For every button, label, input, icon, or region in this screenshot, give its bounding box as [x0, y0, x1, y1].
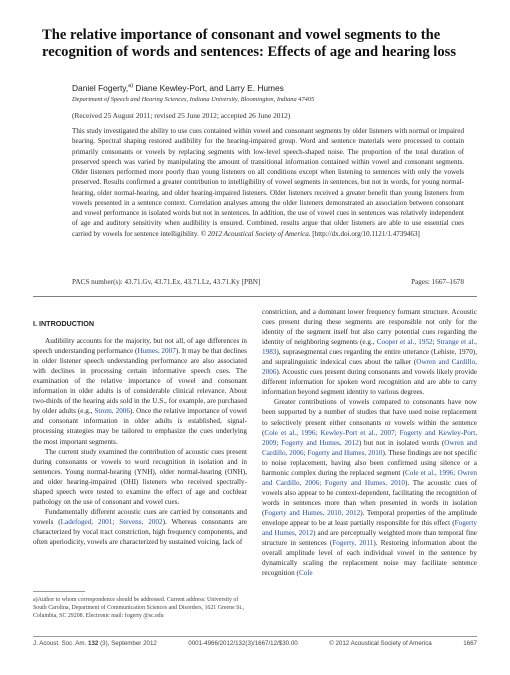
text-run: Fundamentally different acoustic cues are carried by consonants and vowels ( [33, 507, 247, 526]
text-run: ). Temporal properties of the amplitude envelope appear to be at least partially responsible for this effect ( [262, 508, 477, 527]
section-heading: I. INTRODUCTION [33, 319, 95, 328]
citation-link[interactable]: Fogerty and Humes, 2010, 2012 [264, 508, 361, 517]
pacs-numbers: PACS number(s): 43.71.Gv, 43.71.Ex, 43.71.Lz, 43.71.Ky [PBN] [72, 278, 261, 286]
author-list [72, 83, 284, 93]
page-number: 1667 [463, 640, 477, 647]
body-column-left [33, 319, 247, 547]
text-run: Audibility accounts for the majority, but not all, of age differences in speech understanding performance ( [33, 337, 247, 356]
text-run: ; [112, 517, 120, 526]
doi-link[interactable]: . [http://dx.doi.org/10.1121/1.4739463] [308, 229, 420, 238]
article-code: 0001-4966/2012/132(3)/1667/12/$30.00 [188, 640, 298, 647]
text-run: ). Acoustic cues present during consonants and vowels likely provide different information for spoken word recognition and are able to carry information beyond segment identity to various degrees. [262, 368, 477, 397]
text-run: ). These findings are not specific to noise replacement, having also been confirmed using silence or a harmonic complex during the replaced segment ( [262, 448, 477, 477]
citation-link[interactable]: Fogerty, 2011 [332, 539, 374, 548]
text-run: (3), September 2012 [98, 640, 157, 647]
header-divider [33, 296, 477, 297]
author-footnote-mark[interactable]: a) [128, 83, 134, 90]
citation-link[interactable]: Cole et al., 1996; Kewley-Port et al., 2007; Fogerty and Kewley-Port, 2009; Fogerty and Humes, 2012 [262, 428, 477, 447]
text-run: ). Restoring information about the overall amplitude level of each individual vowel in the sentence by dynamically scaling the replacement noise may facilitate sentence recognition ( [262, 539, 478, 578]
text-run: ) but not in isolated words ( [358, 438, 445, 447]
paragraph [33, 507, 247, 547]
paragraph [33, 336, 247, 447]
text-run: ), suprasegmental cues regarding the entire utterance (Lehiste, 1970), and supralinguistic indexical cues about the talker ( [262, 348, 477, 367]
paragraph [262, 397, 477, 578]
volume-number: 132 [88, 640, 99, 647]
body-column-right [262, 307, 477, 578]
citation-link[interactable]: Cole et al., 1996; Owren and Cardillo, 2006; Fogerty and Humes, 2010 [262, 468, 477, 487]
citation-link[interactable]: Strom, 2006 [94, 407, 130, 416]
citation-link[interactable]: Fogerty and Humes, 2012 [262, 518, 477, 538]
text-run: ; [432, 338, 437, 347]
text-run: constriction, and a dominant lower frequency formant structure. Acoustic cues present during these segments are responsible not only for the identity of the segment itself but also carry potential cues regarding the identity of neighboring segments (e.g., [262, 308, 477, 347]
footnote-divider [33, 591, 85, 592]
citation-link[interactable]: Cole [298, 569, 313, 578]
page-range: Pages: 1667–1678 [411, 278, 464, 286]
article-title: The relative importance of consonant and vowel segments to the recognition of words and sentences: Effects of age and hearing loss [42, 27, 457, 60]
footer-divider [33, 636, 477, 637]
pacs-row [72, 278, 464, 286]
citation-link[interactable]: Humes, 2007 [137, 347, 176, 356]
page-footer [33, 640, 477, 647]
journal-citation [33, 640, 157, 647]
citation-link[interactable]: Stevens, 2002 [119, 517, 163, 526]
author-first: Daniel Fogerty, [72, 83, 129, 93]
affiliation: Department of Speech and Hearing Sciences, Indiana University, Bloomington, Indiana 47405 [72, 96, 315, 103]
paragraph [262, 307, 477, 397]
text-run: ). The acoustic cues of vowels also appear to be context-dependent, facilitating the recognition of words in sentences more than when presented in words in isolation ( [262, 478, 478, 517]
citation-link[interactable]: Cooper et al., 1952 [376, 338, 433, 347]
citation-link[interactable]: Strange et al., 1983 [262, 338, 477, 357]
abstract-text: This study investigated the ability to use cues contained within vowel and consonant segments by older listeners with normal or impaired hearing. Spectral shaping restored audibility for the hearing-impaired group. Word and sentence materials were processed to contain primarily consonants or vowels by replacing segments with low-level speech-shaped noise. The proportion of the total duration of preserved speech was varied by manipulating the amount of transitional information contained within vowel and consonant segments. Older listeners performed more poorly than young listeners on all conditions except when listening to sentences with only the vowels preserved. Results confirmed a greater contribution to intelligibility of vowel segments in sentences, but not in words, for young normal-hearing, older normal-hearing, and older hearing-impaired listeners. Older listeners received a greater benefit than young listeners from vowels presented in a sentence context. Correlation analyses among the older listeners demonstrated an association between consonant and vowel performance in isolated words but not in sentences. In addition, the use of vowel cues in sentences was relatively independent of age and auditory sensitivity when audibility is ensured. Combined, results argue that older listeners are able to use essential cues carried by vowels for sentence intelligibility. [72, 127, 464, 238]
abstract-copyright: © 2012 Acoustical Society of America [200, 229, 309, 238]
received-dates: (Received 25 August 2011; revised 25 June 2012; accepted 26 June 2012) [72, 111, 291, 120]
author-rest: Diane Kewley-Port, and Larry E. Humes [133, 83, 284, 93]
author-footnote: a)Author to whom correspondence should be addressed. Current address: University of South Carolina, Department of Communication Sciences and Disorders, 1621 Greene St., Columbia, SC 29208. Electronic mail: fogerty @sc.edu [33, 597, 245, 620]
text-run: ). It may be that declines in older listener speech understanding performance are also associated with declines in processing certain informative speech cues. The examination of the relative importance of vowel and consonant information in older adults is of considerable clinical relevance. About two-thirds of the hearing aids sold in the U.S., for example, are purchased by older adults (e.g., [33, 347, 247, 416]
text-run: ). Once the relative importance of vowel and consonant information in older adults is established, signal-processing strategies may be tailored to emphasize the cues underlying the most important segments. [33, 407, 247, 446]
citation-link[interactable]: Owren and Cardillo, 2006; Fogerty and Humes, 2010 [262, 438, 477, 457]
citation-link[interactable]: Ladefoged, 2001 [60, 517, 113, 526]
text-run: Greater contributions of vowels compared to consonants have now been supported by a number of studies that have used noise replacement to selectively present either consonants or vowels within the sentence ( [262, 398, 477, 437]
text-run: ) and are perceptually weighted more than temporal fine structure in sentences ( [262, 529, 477, 548]
paragraph: The current study examined the contribution of acoustic cues present during consonants or vowels to word recognition in isolation and in sentences. Young normal-hearing (YNH), older normal-hearing (ONH), and older hearing-impaired (OHI) listeners who received spectrally-shaped speech were tested to examine the effect of age and cochlear pathology on the use of consonant and vowel cues. [33, 447, 247, 506]
footer-copyright: © 2012 Acoustical Society of America [329, 640, 432, 647]
citation-link[interactable]: Owren and Cardillo, 2006 [262, 358, 477, 377]
text-run: J. Acoust. Soc. Am. [33, 640, 89, 647]
text-run: ). Whereas consonants are characterized by vocal tract constriction, high frequency components, and often aperiodicity, vowels are characterized by sustained voicing, lack of [33, 517, 248, 546]
abstract [72, 126, 464, 239]
